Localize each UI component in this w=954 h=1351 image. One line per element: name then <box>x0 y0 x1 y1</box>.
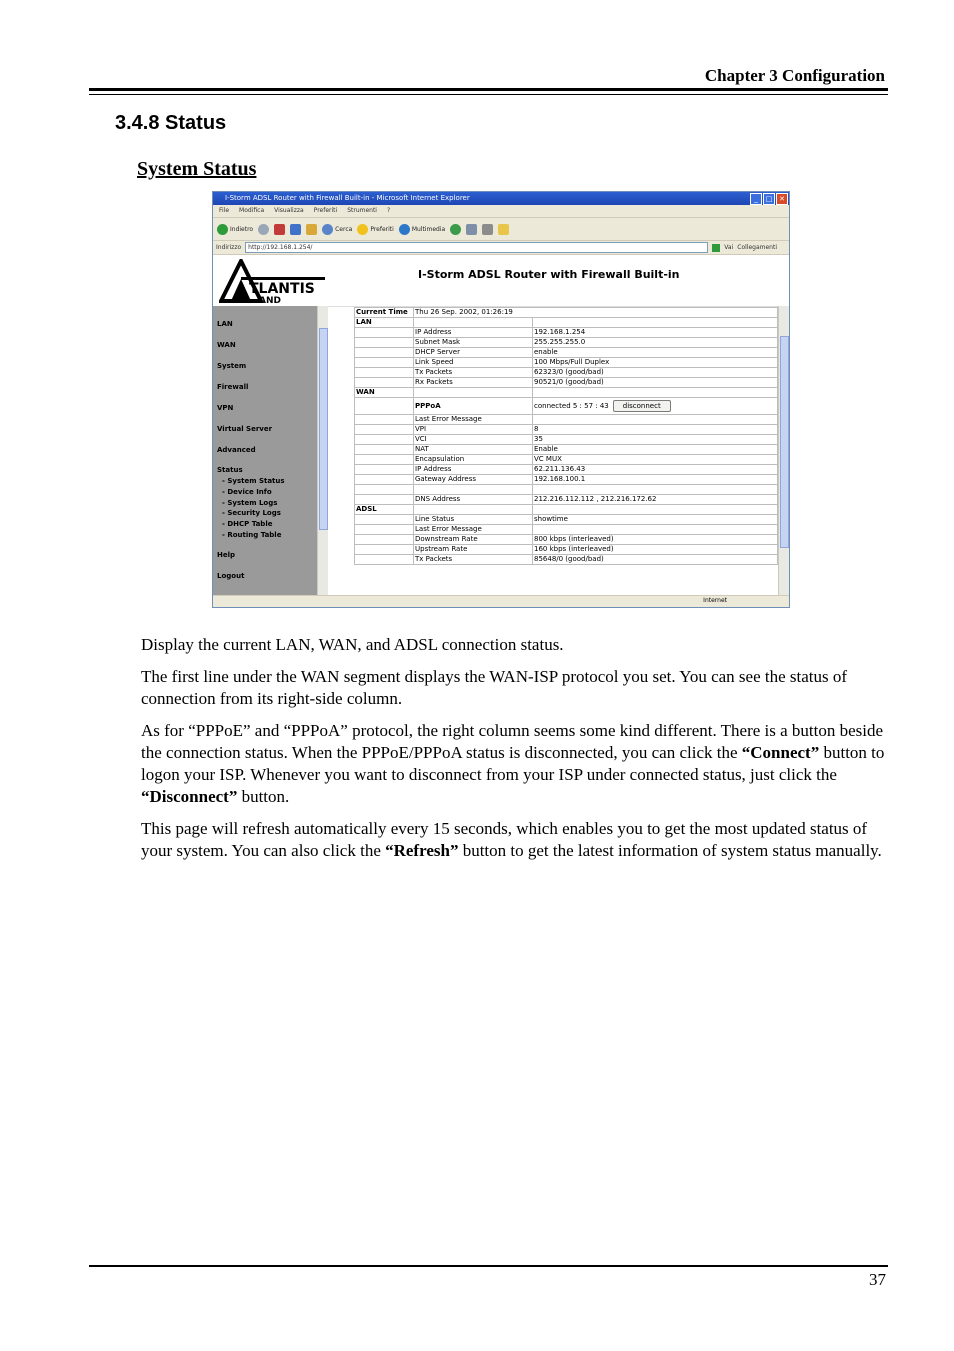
nav-routing-table[interactable]: - Routing Table <box>222 531 282 539</box>
svg-text:TLANTIS: TLANTIS <box>249 281 315 297</box>
address-bar <box>213 241 789 255</box>
header-rule-thin <box>89 94 888 95</box>
table-row <box>355 348 778 358</box>
nav-security-logs[interactable]: - Security Logs <box>222 509 281 517</box>
row-value: 160 kbps (interleaved) <box>533 545 778 555</box>
row-label: Last Error Message <box>414 415 533 425</box>
table-row <box>355 475 778 485</box>
wan-protocol-label: PPPoA <box>414 398 533 415</box>
paragraph-1: Display the current LAN, WAN, and ADSL connection status. <box>141 635 564 654</box>
table-row <box>355 308 778 318</box>
nav-scroll-thumb[interactable] <box>319 328 328 530</box>
back-label: Indietro <box>230 225 254 233</box>
row-value: 800 kbps (interleaved) <box>533 535 778 545</box>
nav-dhcp-table[interactable]: - DHCP Table <box>222 520 273 528</box>
row-label: IP Address <box>414 465 533 475</box>
table-row <box>355 525 778 535</box>
router-nav <box>213 306 317 596</box>
row-label: DNS Address <box>414 495 533 505</box>
media-label: Multimedia <box>411 225 446 233</box>
current-time-value: Thu 26 Sep. 2002, 01:26:19 <box>414 308 778 318</box>
table-row <box>355 338 778 348</box>
print-icon[interactable] <box>482 224 493 235</box>
table-row <box>355 378 778 388</box>
banner-title: I-Storm ADSL Router with Firewall Built-in <box>418 268 680 281</box>
row-label: VPI <box>414 425 533 435</box>
history-icon[interactable] <box>450 224 461 235</box>
footer-rule <box>89 1265 888 1267</box>
row-value: 192.168.100.1 <box>533 475 778 485</box>
browser-statusbar <box>213 595 789 607</box>
row-label: Tx Packets <box>414 555 533 565</box>
window-title: I-Storm ADSL Router with Firewall Built-in - Microsoft Internet Explorer <box>225 194 470 202</box>
row-label: Encapsulation <box>414 455 533 465</box>
page-content <box>213 255 789 596</box>
row-label: DHCP Server <box>414 348 533 358</box>
wan-protocol-status: connected 5 : 57 : 43 <box>534 402 609 410</box>
router-screenshot <box>212 191 790 608</box>
nav-virtual-server[interactable]: Virtual Server <box>217 425 273 433</box>
home-icon[interactable] <box>306 224 317 235</box>
row-label: IP Address <box>414 328 533 338</box>
row-label: Gateway Address <box>414 475 533 485</box>
status-table <box>354 307 778 565</box>
nav-device-info[interactable]: - Device Info <box>222 488 272 496</box>
svg-text:AND: AND <box>259 296 281 303</box>
row-value <box>533 485 778 495</box>
back-button[interactable] <box>217 224 253 235</box>
disconnect-button[interactable]: disconnect <box>613 400 671 412</box>
row-label <box>414 485 533 495</box>
refresh-icon[interactable] <box>290 224 301 235</box>
row-value: 85648/0 (good/bad) <box>533 555 778 565</box>
nav-status[interactable]: Status <box>217 466 243 474</box>
table-row <box>355 545 778 555</box>
row-value: 212.216.112.112 , 212.216.172.62 <box>533 495 778 505</box>
nav-system[interactable]: System <box>217 362 247 370</box>
row-label: Upstream Rate <box>414 545 533 555</box>
back-arrow-icon <box>217 224 228 235</box>
table-row <box>355 455 778 465</box>
close-icon[interactable]: ✕ <box>776 193 788 205</box>
nav-system-status[interactable]: - System Status <box>222 477 285 485</box>
row-label: Downstream Rate <box>414 535 533 545</box>
row-value: 35 <box>533 435 778 445</box>
nav-firewall[interactable]: Firewall <box>217 383 249 391</box>
table-row <box>355 388 778 398</box>
nav-system-logs[interactable]: - System Logs <box>222 499 278 507</box>
row-label: Tx Packets <box>414 368 533 378</box>
row-value: 90521/0 (good/bad) <box>533 378 778 388</box>
statusbar-zone: Internet <box>703 597 727 604</box>
menu-favorites[interactable]: Preferiti <box>313 207 338 214</box>
row-value <box>533 525 778 535</box>
main-scrollbar[interactable] <box>778 306 789 596</box>
row-label: Rx Packets <box>414 378 533 388</box>
row-value: 100 Mbps/Full Duplex <box>533 358 778 368</box>
current-time-label: Current Time <box>355 308 414 318</box>
folder-icon[interactable] <box>498 224 509 235</box>
header-rule-thick <box>89 88 888 91</box>
menu-edit[interactable]: Modifica <box>239 207 265 214</box>
table-row <box>355 465 778 475</box>
table-row <box>355 505 778 515</box>
nav-wan[interactable]: WAN <box>217 341 236 349</box>
paragraph-4 <box>141 818 893 862</box>
row-value: VC MUX <box>533 455 778 465</box>
atlantis-logo-icon <box>219 259 327 303</box>
menu-file[interactable]: File <box>219 207 230 214</box>
row-label: Last Error Message <box>414 525 533 535</box>
row-value: 255.255.255.0 <box>533 338 778 348</box>
table-row <box>355 368 778 378</box>
paragraph-3-text-a: As for “PPPoE” and “PPPoA” protocol, the right column seems some kind different. There is a button beside the connection status. When the PPPoE/PPPoA status is disconnected, you can click the <box>141 721 884 762</box>
subsection-title: System Status <box>137 158 257 180</box>
page-number: 37 <box>869 1270 886 1289</box>
paragraph-4-text-b: button to get the latest information of system status manually. <box>458 841 882 860</box>
mail-icon[interactable] <box>466 224 477 235</box>
address-label: Indirizzo <box>216 244 242 251</box>
table-row <box>355 555 778 565</box>
media-button[interactable] <box>399 224 445 235</box>
media-icon <box>399 224 410 235</box>
menu-bar <box>213 205 789 218</box>
disconnect-term: “Disconnect” <box>141 787 238 806</box>
table-row <box>355 328 778 338</box>
links-label[interactable]: Collegamenti <box>737 244 777 251</box>
paragraph-3-text-c: button. <box>237 787 290 806</box>
row-value: 62323/0 (good/bad) <box>533 368 778 378</box>
wan-section-label: WAN <box>355 388 414 398</box>
table-row <box>355 515 778 525</box>
table-row <box>355 535 778 545</box>
paragraph-3-text-b: button to logon your ISP. Whenever you want to disconnect from your ISP under connected status, just click the <box>141 743 885 784</box>
menu-tools[interactable]: Strumenti <box>347 207 377 214</box>
minimize-icon[interactable]: _ <box>750 193 762 205</box>
row-value: Enable <box>533 445 778 455</box>
main-scroll-thumb[interactable] <box>780 336 789 548</box>
row-value <box>533 415 778 425</box>
browser-toolbar <box>213 218 789 241</box>
nav-vpn[interactable]: VPN <box>217 404 234 412</box>
adsl-section-label: ADSL <box>355 505 414 515</box>
row-label: Link Speed <box>414 358 533 368</box>
address-input[interactable]: http://192.168.1.254/ <box>245 242 708 253</box>
table-row <box>355 318 778 328</box>
table-row <box>355 415 778 425</box>
row-label: Subnet Mask <box>414 338 533 348</box>
search-label: Cerca <box>335 225 353 233</box>
forward-arrow-icon[interactable] <box>258 224 269 235</box>
favorites-button[interactable] <box>357 224 394 235</box>
menu-view[interactable]: Visualizza <box>274 207 304 214</box>
table-row <box>355 445 778 455</box>
connect-term: “Connect” <box>741 743 820 762</box>
row-label: NAT <box>414 445 533 455</box>
table-row <box>355 435 778 445</box>
refresh-term: “Refresh” <box>385 841 459 860</box>
star-icon <box>357 224 368 235</box>
search-icon <box>322 224 333 235</box>
maximize-icon[interactable]: □ <box>763 193 775 205</box>
router-banner <box>213 255 789 307</box>
table-row <box>355 495 778 505</box>
row-label: VCI <box>414 435 533 445</box>
row-value: 8 <box>533 425 778 435</box>
row-value: 192.168.1.254 <box>533 328 778 338</box>
window-titlebar <box>213 192 789 205</box>
stop-icon[interactable] <box>274 224 285 235</box>
row-value: 62.211.136.43 <box>533 465 778 475</box>
nav-lan[interactable]: LAN <box>217 320 233 328</box>
paragraph-2: The first line under the WAN segment displays the WAN-ISP protocol you set. You can see the status of connection from its right-side column. <box>141 667 848 708</box>
table-row <box>355 425 778 435</box>
section-title: 3.4.8 Status <box>115 112 227 134</box>
menu-help[interactable]: ? <box>386 207 391 214</box>
nav-logout[interactable]: Logout <box>217 572 245 580</box>
page-header: Chapter 3 Configuration <box>704 66 885 85</box>
search-button[interactable] <box>322 224 352 235</box>
favorites-label: Preferiti <box>370 225 394 233</box>
row-value: showtime <box>533 515 778 525</box>
nav-help[interactable]: Help <box>217 551 236 559</box>
nav-advanced[interactable]: Advanced <box>217 446 256 454</box>
row-label: Line Status <box>414 515 533 525</box>
go-icon[interactable] <box>712 244 720 252</box>
paragraph-4-text-a: This page will refresh automatically every 15 seconds, which enables you to get the most updated status of your system. You can also click the <box>141 819 868 860</box>
nav-scrollbar[interactable] <box>317 306 328 596</box>
lan-section-label: LAN <box>355 318 414 328</box>
table-row <box>355 485 778 495</box>
go-label[interactable]: Vai <box>724 244 734 251</box>
table-row <box>355 358 778 368</box>
row-value: enable <box>533 348 778 358</box>
paragraph-3 <box>141 720 893 808</box>
table-row <box>355 398 778 415</box>
